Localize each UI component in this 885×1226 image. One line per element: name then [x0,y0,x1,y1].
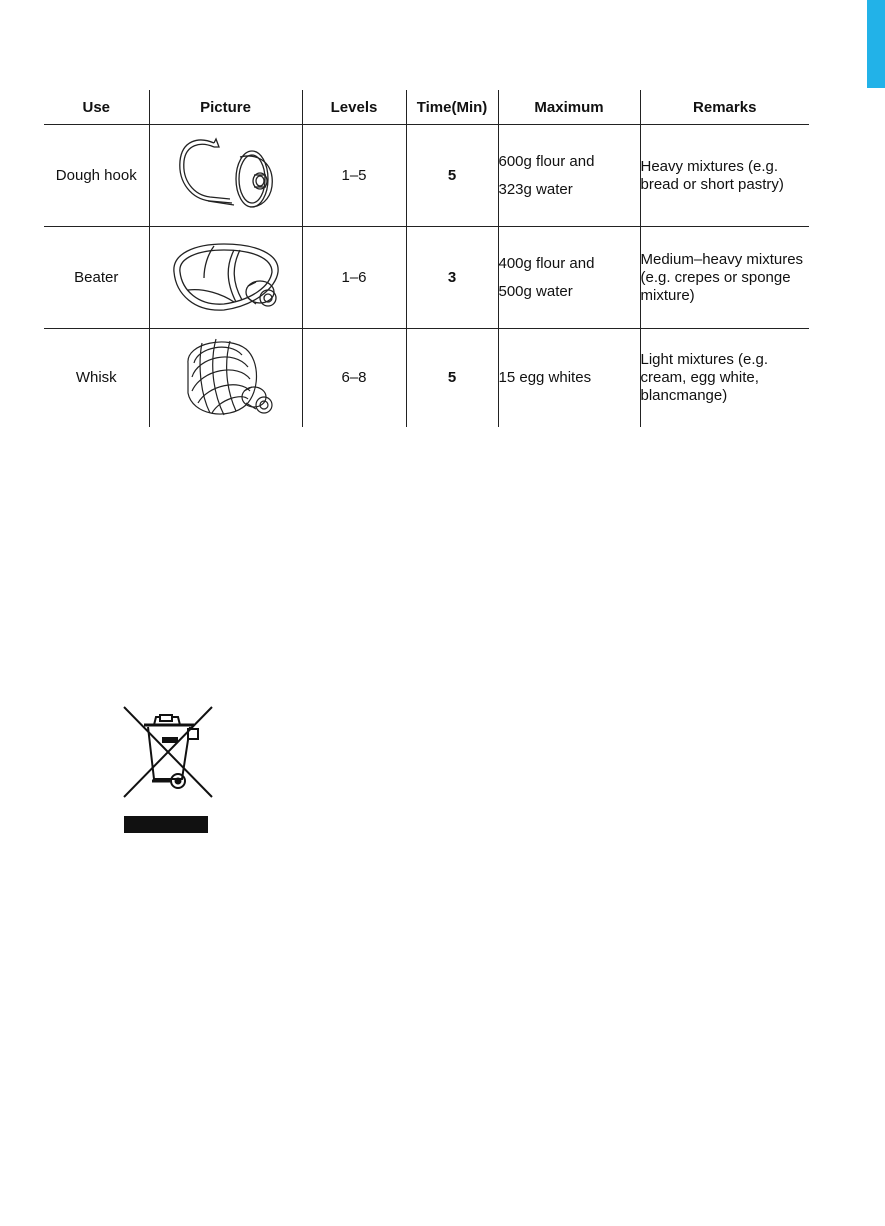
cell-levels: 1–5 [302,125,406,227]
table-row [44,227,809,329]
cell-picture [149,125,302,227]
cell-time: 3 [406,227,498,329]
cell-picture [149,329,302,427]
table-row [44,329,809,427]
cell-maximum [498,125,640,227]
cell-levels: 1–6 [302,227,406,329]
cell-picture [149,227,302,329]
maximum-line: 323g water [498,180,573,198]
cell-remarks: Heavy mixtures (e.g. bread or short pastry) [640,125,809,227]
table-row [44,125,809,227]
header-time: Time(Min) [406,90,498,125]
cell-time: 5 [406,329,498,427]
cell-maximum [498,329,640,427]
cell-use: Dough hook [55,167,137,184]
section-tab-marker [867,0,885,88]
cell-remarks: Medium–heavy mixtures (e.g. crepes or sponge mixture) [640,227,809,329]
header-use: Use [44,90,149,125]
crossed-out-wheeled-bin-icon [118,703,218,835]
header-picture: Picture [149,90,302,125]
maximum-line: 600g flour and [498,152,595,170]
dough-hook-icon [170,131,282,221]
maximum-line: 500g water [498,282,573,300]
cell-use: Beater [44,227,149,329]
beater-icon [164,232,288,324]
cell-time: 5 [406,125,498,227]
cell-remarks: Light mixtures (e.g. cream, egg white, blancmange) [640,329,809,427]
header-maximum: Maximum [498,90,640,125]
maximum-line: 400g flour and [498,254,595,272]
whisk-icon [168,333,284,423]
maximum-line: 15 egg whites [498,368,592,386]
cell-levels: 6–8 [302,329,406,427]
attachment-usage-table [44,90,809,427]
header-levels: Levels [302,90,406,125]
cell-maximum [498,227,640,329]
cell-use: Whisk [44,329,149,427]
header-remarks: Remarks [640,90,809,125]
table-header-row [44,90,809,125]
